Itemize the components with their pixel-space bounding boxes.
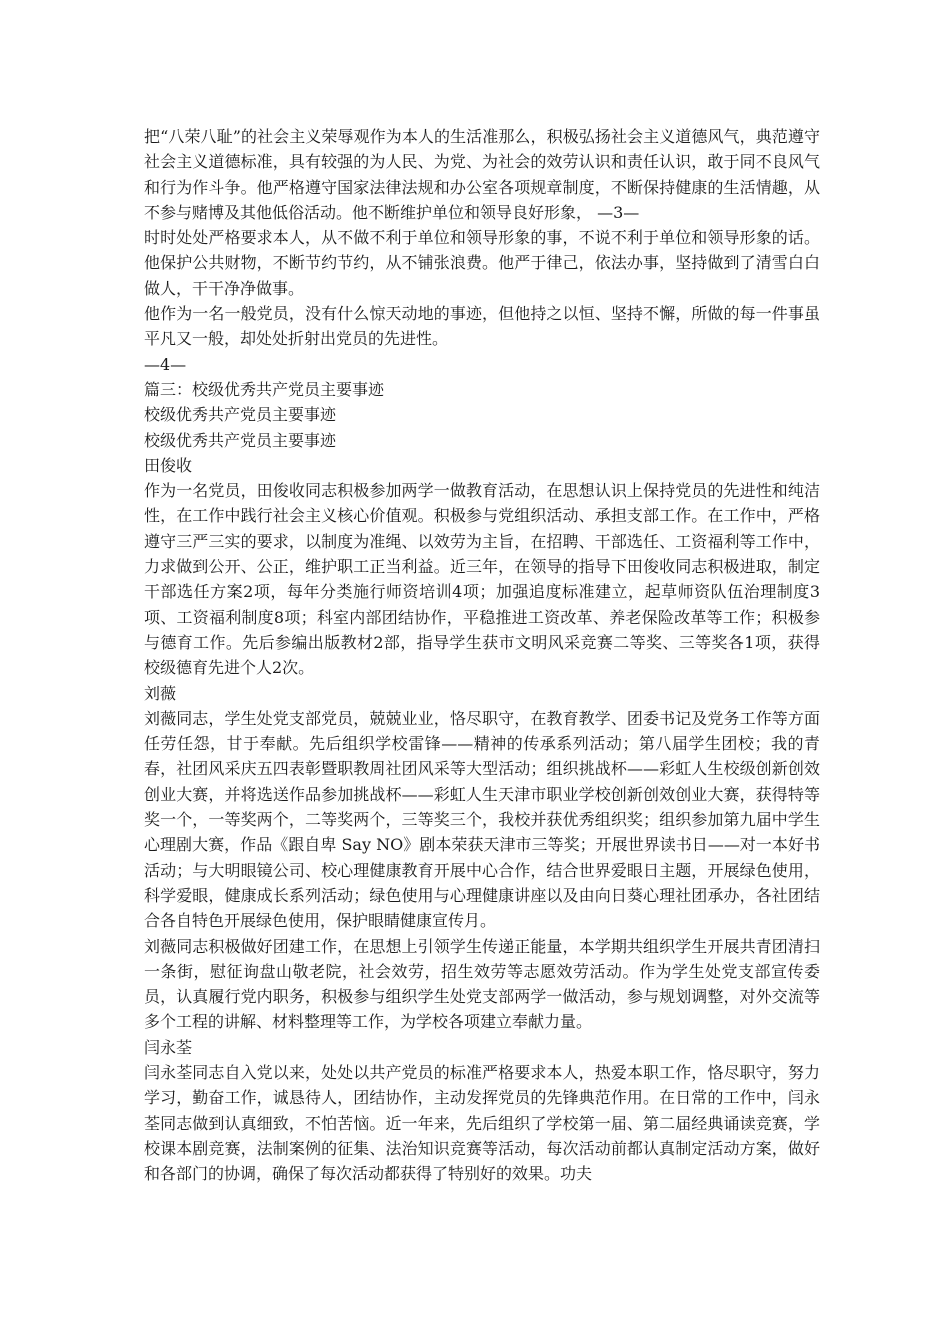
paragraph-yan: 闫永荃同志自入党以来，处处以共产党员的标准严格要求本人，热爱本职工作，恪尽职守，努力学习，勤奋工作，诚恳待人，团结协作，主动发挥党员的先锋典范作用。在日常的工作中，闫永荃同志做到认真细致，不怕苦恼。近一年来，先后组织了学校第一届、第二届经典诵读竞赛，学校课本剧竞赛，法制案例的征集、法治知识竞赛等活动，每次活动前都认真制定活动方案，做好和各部门的协调，确保了每次活动都获得了特别好的效果。功夫 (144, 1062, 820, 1184)
paragraph-liu-2: 刘薇同志积极做好团建工作，在思想上引领学生传递正能量，本学期共组织学生开展共青团清扫一条街，慰征询盘山敬老院，社会效劳，招生效劳等志愿效劳活动。作为学生处党支部宣传委员，认真履行党内职务，积极参与组织学生处党支部两学一做活动，参与规划调整，对外交流等多个工程的讲解、材料整理等工作，为学校各项建立奉献力量。 (144, 936, 820, 1032)
paragraph-strict-self: 时时处处严格要求本人，从不做不利于单位和领导形象的事，不说不利于单位和领导形象的话。他保护公共财物，不断节约节约，从不铺张浪费。他严于律己，依法办事，坚持做到了清雪白白做人，干干净净做事。 (144, 228, 820, 298)
subtitle-1: 校级优秀共产党员主要事迹 (144, 405, 337, 425)
section-heading: 篇三：校级优秀共产党员主要事迹 (144, 379, 385, 399)
page-number: —4— (144, 354, 187, 374)
paragraph-liu-1: 刘薇同志，学生处党支部党员，兢兢业业，恪尽职守，在教育教学、团委书记及党务工作等方面任劳任怨，甘于奉献。先后组织学校雷锋——精神的传承系列活动；第八届学生团校；我的青春，社团风采庆五四表彰暨职教周社团风采等大型活动；组织挑战杯——彩虹人生校级创新创效创业大赛，并将选送作品参加挑战杯——彩虹人生天津市职业学校创新创效创业大赛，获得特等奖一个，一等奖两个，二等奖两个，三等奖三个，我校并获优秀组织奖；组织参加第九届中学生心理剧大赛，作品《跟自卑 Say NO》剧本荣获天津市三等奖；开展世界读书日——对一本好书活动；与大明眼镜公司、校心理健康教育开展中心合作，结合世界爱眼日主题，开展绿色使用，科学爱眼，健康成长系列活动；绿色使用与心理健康讲座以及由向日葵心理社团承办，各社团结合各自特色开展绿色使用，保护眼睛健康宣传月。 (144, 708, 820, 931)
paragraph-ordinary-member: 他作为一名一般党员，没有什么惊天动地的事迹，但他持之以恒、坚持不懈，所做的每一件事虽平凡又一般，却处处折射出党员的先进性。 (144, 304, 820, 349)
subtitle-2: 校级优秀共产党员主要事迹 (144, 430, 337, 450)
person-name-yan: 闫永荃 (144, 1037, 193, 1057)
paragraph-tian: 作为一名党员，田俊收同志积极参加两学一做教育活动，在思想认识上保持党员的先进性和纯洁性，在工作中践行社会主义核心价值观。积极参与党组织活动、承担支部工作。在工作中，严格遵守三严三实的要求，以制度为准绳、以效劳为主旨，在招聘、干部选任、工资福利等工作中，力求做到公开、公正，维护职工正当利益。近三年，在领导的指导下田俊收同志积极进取，制定干部选任方案2项，每年分类施行师资培训4项；加强追度标准建立，起草师资队伍治理制度3项、工资福利制度8项；科室内部团结协作，平稳推进工资改革、养老保险改革等工作；积极参与德育工作。先后参编出版教材2部，指导学生获市文明风采竞赛二等奖、三等奖各1项，获得校级德育先进个人2次。 (144, 481, 820, 678)
document-body (144, 124, 820, 1186)
person-name-liu: 刘薇 (144, 683, 177, 703)
paragraph-honor-disgrace: 把“八荣八耻”的社会主义荣辱观作为本人的生活准那么，积极弘扬社会主义道德风气，典范遵守社会主义道德标准，具有较强的为人民、为党、为社会的效劳认识和责任认识，敢于同不良风气和行为作斗争。他严格遵守国家法律法规和办公室各项规章制度，不断保持健康的生活情趣，从不参与赌博及其他低俗活动。他不断维护单位和领导良好形象， —3— (144, 127, 820, 222)
person-name-tian: 田俊收 (144, 455, 193, 475)
